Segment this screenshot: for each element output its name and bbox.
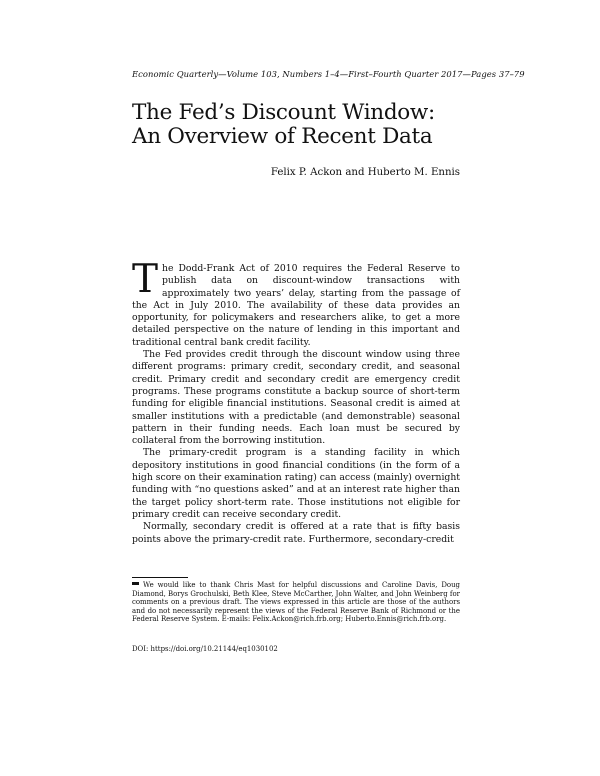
paragraph-2: The Fed provides credit through the discount window using three different programs: primary credit, secondary credit, and seasonal credit. Primary credit and secondary credit are emergency credit programs. These programs constitute a backup source of short-term funding for eligible financial institutions. Seasonal credit is aimed at smaller institutions with a predictable (and demonstrable) seasonal pattern in their funding needs. Each loan must be secured by collateral from the borrowing institution. xyxy=(132,349,460,447)
doi: DOI: https://doi.org/10.21144/eq1030102 xyxy=(132,645,278,653)
paragraph-3: The primary-credit program is a standing facility in which depository institutions in good financial conditions (in the form of a high score on their examination rating) can access (mainly) overnight funding with “no questions asked” and at an interest rate higher than the target policy short-term rate. Those institutions not eligible for primary credit can receive secondary credit. xyxy=(132,447,460,520)
running-head: Economic Quarterly—Volume 103, Numbers 1–4—First–Fourth Quarter 2017—Pages 37–79 xyxy=(132,69,525,79)
title-line-1: The Fed’s Discount Window: xyxy=(132,100,435,125)
paragraph-1 xyxy=(132,257,460,349)
drop-cap: T xyxy=(132,257,159,302)
article-title xyxy=(132,101,472,149)
footnote xyxy=(132,581,460,624)
footnote-marker-icon xyxy=(132,582,139,585)
footnote-text: We would like to thank Chris Mast for helpful discussions and Caroline Davis, Doug Diamond, Borys Grochulski, Beth Klee, Steve McCarther, John Walter, and John Weinberg for comments on a previous draft. The views expressed in this article are those of the authors and do not necessarily represent the views of the Federal Reserve Bank of Richmond or the Federal Reserve System. E-mails: Felix.Ackon@rich.frb.org; Huberto.Ennis@rich.frb.org. xyxy=(132,581,460,623)
article-body xyxy=(132,257,460,546)
paragraph-1-text: he Dodd-Frank Act of 2010 requires the Federal Reserve to publish data on discount-window transactions with approximately two years’ delay, starting from the passage of the Act in July 2010. The availability of these data provides an opportunity, for policymakers and researchers alike, to get a more detailed perspective on the nature of lending in this important and traditional central bank credit facility. xyxy=(132,263,460,348)
authors: Felix P. Ackon and Huberto M. Ennis xyxy=(270,167,460,178)
footnote-rule xyxy=(132,577,188,578)
title-line-2: An Overview of Recent Data xyxy=(132,124,433,149)
paragraph-4: Normally, secondary credit is offered at a rate that is fifty basis points above the primary-credit rate. Furthermore, secondary-credit xyxy=(132,521,460,545)
